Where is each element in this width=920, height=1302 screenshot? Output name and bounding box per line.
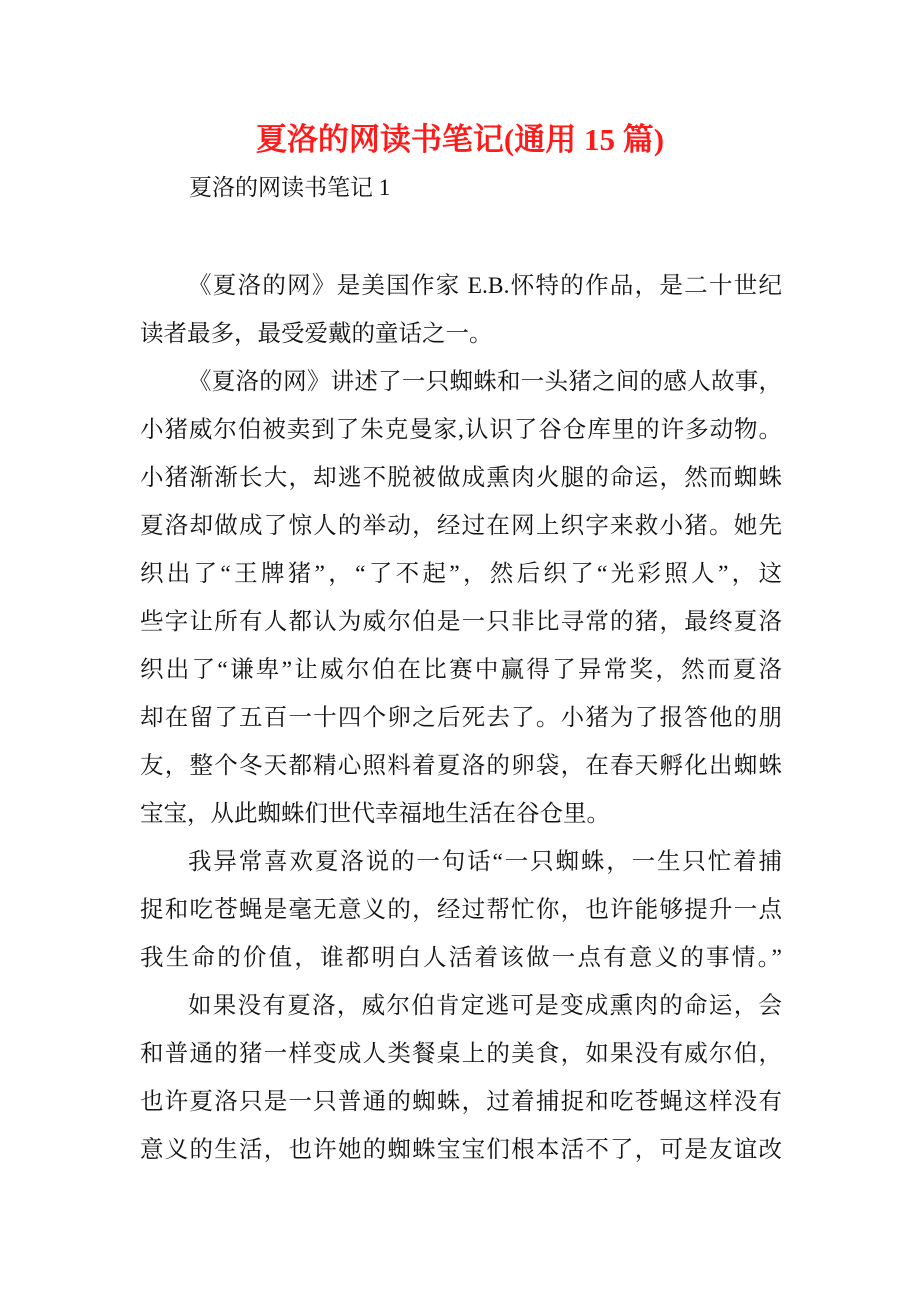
text-line: 捉和吃苍蝇是毫无意义的，经过帮忙你，也许能够提升一点 [140, 897, 782, 923]
text-line: 小猪威尔伯被卖到了朱克曼家,认识了谷仓库里的许多动物。 [140, 417, 782, 443]
text-line: 《夏洛的网》讲述了一只蜘蛛和一头猪之间的感人故事， [188, 369, 782, 395]
text-line: 却在留了五百一十四个卵之后死去了。小猪为了报答他的朋 [140, 705, 782, 731]
text-line: 如果没有夏洛，威尔伯肯定逃可是变成熏肉的命运，会 [188, 993, 782, 1019]
text-line: 也许夏洛只是一只普通的蜘蛛，过着捕捉和吃苍蝇这样没有 [140, 1089, 782, 1115]
document-body [140, 262, 782, 1174]
text-line: 些字让所有人都认为威尔伯是一只非比寻常的猪，最终夏洛 [140, 609, 782, 635]
text-line: 夏洛却做成了惊人的举动，经过在网上织字来救小猪。她先 [140, 513, 782, 539]
text-line: 《夏洛的网》是美国作家 E.B.怀特的作品，是二十世纪 [188, 273, 782, 299]
text-line: 读者最多，最受爱戴的童话之一。 [140, 321, 493, 347]
document-title: 夏洛的网读书笔记(通用 15 篇) [255, 122, 665, 157]
text-line: 织出了“王牌猪”，“了不起”，然后织了“光彩照人”，这 [140, 561, 782, 587]
text-line: 友，整个冬天都精心照料着夏洛的卵袋，在春天孵化出蜘蛛 [140, 753, 782, 779]
section-heading: 夏洛的网读书笔记 1 [189, 175, 391, 200]
text-line: 我生命的价值，谁都明白人活着该做一点有意义的事情。” [140, 945, 782, 971]
text-line: 和普通的猪一样变成人类餐桌上的美食，如果没有威尔伯， [140, 1041, 782, 1067]
text-line: 小猪渐渐长大，却逃不脱被做成熏肉火腿的命运，然而蜘蛛 [140, 465, 782, 491]
text-line: 织出了“谦卑”让威尔伯在比赛中赢得了异常奖，然而夏洛 [140, 657, 782, 683]
text-line: 宝宝，从此蜘蛛们世代幸福地生活在谷仓里。 [140, 801, 610, 827]
text-line: 我异常喜欢夏洛说的一句话“一只蜘蛛，一生只忙着捕 [188, 849, 782, 875]
text-line: 意义的生活，也许她的蜘蛛宝宝们根本活不了，可是友谊改 [140, 1137, 782, 1163]
